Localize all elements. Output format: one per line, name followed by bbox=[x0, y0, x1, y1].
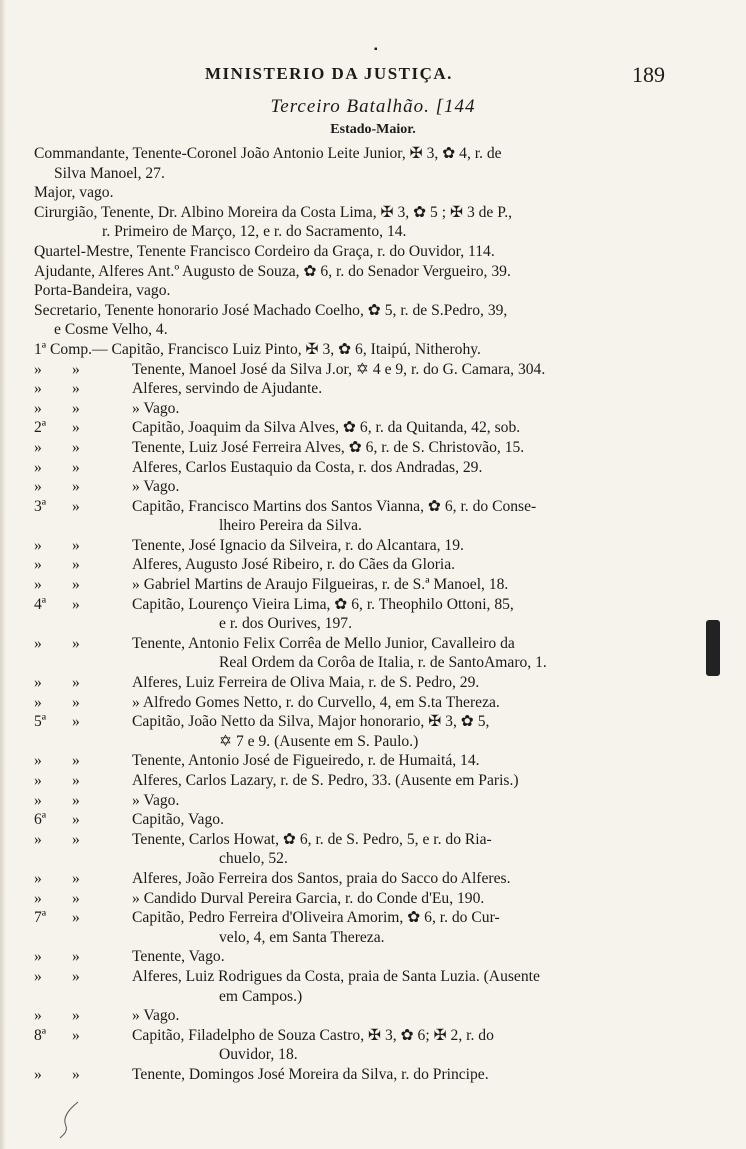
officer-entry: Tenente, Vago. bbox=[132, 948, 225, 966]
ditto-mark: » bbox=[72, 438, 80, 456]
ditto-mark: » bbox=[72, 869, 80, 887]
company-number: » bbox=[34, 380, 42, 398]
continuation-row bbox=[34, 614, 710, 634]
battalion-subtitle: Terceiro Batalhão. [144 bbox=[270, 96, 476, 117]
ditto-mark: » bbox=[72, 693, 80, 711]
ditto-mark: » bbox=[72, 772, 80, 789]
company-line: 1ª Comp.— Capitão, Francisco Luiz Pinto, ✠ 3, ✿ 6, Itaipú, Nitherohy. bbox=[34, 340, 481, 358]
company-row bbox=[34, 947, 710, 967]
officer-entry: Tenente, Antonio José de Figueiredo, r. de Humaitá, 14. bbox=[132, 752, 480, 770]
company-number: 3ª bbox=[34, 497, 47, 515]
officer-entry: Alferes, Carlos Eustaquio da Costa, r. dos Andradas, 29. bbox=[132, 458, 483, 476]
header-title: MINISTERIO DA JUSTIÇA. bbox=[205, 64, 453, 83]
entry-continuation: em Campos.) bbox=[219, 987, 303, 1005]
company-row bbox=[34, 497, 710, 517]
company-number: » bbox=[34, 438, 42, 456]
entry-continuation: Real Ordem da Corôa de Italia, r. de SantoAmaro, 1. bbox=[219, 654, 547, 672]
company-number: » bbox=[34, 556, 42, 574]
company-number: » bbox=[34, 674, 42, 692]
company-row bbox=[34, 673, 710, 693]
company-number: » bbox=[34, 830, 42, 848]
continuation-row bbox=[34, 987, 710, 1007]
continuation-row bbox=[34, 1045, 710, 1065]
roster-line: Ajudante, Alferes Ant.º Augusto de Souza, ✿ 6, r. do Senador Vergueiro, 39. bbox=[34, 262, 511, 280]
ditto-mark: » bbox=[72, 399, 80, 417]
company-row bbox=[34, 418, 710, 438]
ditto-mark: » bbox=[72, 752, 80, 770]
continuation-row bbox=[34, 653, 710, 673]
company-row bbox=[34, 1006, 710, 1026]
company-number: 6ª bbox=[34, 811, 47, 829]
company-row bbox=[34, 575, 710, 595]
company-row bbox=[34, 830, 710, 850]
roster-line: Cirurgião, Tenente, Dr. Albino Moreira da Costa Lima, ✠ 3, ✿ 5 ; ✠ 3 de P., bbox=[34, 203, 512, 221]
company-row bbox=[34, 458, 710, 478]
company-row bbox=[34, 889, 710, 909]
company-number: 5ª bbox=[34, 713, 47, 731]
ditto-mark: » bbox=[72, 497, 80, 515]
company-row bbox=[34, 1065, 710, 1085]
company-number: » bbox=[34, 360, 42, 378]
officer-entry: » Gabriel Martins de Araujo Filgueiras, r. de S.ª Manoel, 18. bbox=[132, 576, 509, 594]
officer-entry: » Alfredo Gomes Netto, r. do Curvello, 4, em S.ta Thereza. bbox=[132, 693, 500, 711]
company-row bbox=[34, 340, 710, 360]
ditto-mark: » bbox=[72, 634, 80, 652]
entry-continuation: velo, 4, em Santa Thereza. bbox=[219, 928, 385, 946]
officer-entry: Tenente, Antonio Felix Corrêa de Mello Junior, Cavalleiro da bbox=[132, 634, 515, 652]
margin-ink-mark bbox=[706, 620, 720, 676]
ditto-mark: » bbox=[72, 360, 80, 378]
company-number: » bbox=[34, 948, 42, 966]
company-row bbox=[34, 360, 710, 380]
continuation-row bbox=[34, 516, 710, 536]
company-number: » bbox=[34, 967, 42, 985]
officer-entry: Capitão, Pedro Ferreira d'Oliveira Amorim, ✿ 6, r. do Cur- bbox=[132, 909, 500, 927]
ditto-mark: » bbox=[72, 536, 80, 554]
company-row bbox=[34, 693, 710, 713]
roster-body bbox=[34, 144, 710, 1085]
officer-entry: » Vago. bbox=[132, 399, 180, 417]
ditto-mark: » bbox=[72, 380, 80, 398]
officer-entry: Alferes, servindo de Ajudante. bbox=[132, 380, 323, 398]
officer-entry: » Candido Durval Pereira Garcia, r. do Conde d'Eu, 190. bbox=[132, 889, 485, 907]
ditto-mark: » bbox=[72, 1026, 80, 1044]
company-number: 7ª bbox=[34, 909, 47, 927]
company-number: 2ª bbox=[34, 419, 47, 437]
ditto-mark: » bbox=[72, 478, 80, 496]
officer-entry: Tenente, José Ignacio da Silveira, r. do Alcantara, 19. bbox=[132, 536, 464, 554]
ditto-mark: » bbox=[72, 556, 80, 574]
company-row bbox=[34, 908, 710, 928]
company-row bbox=[34, 967, 710, 987]
officer-entry: Capitão, Joaquim da Silva Alves, ✿ 6, r. da Quitanda, 42, sob. bbox=[132, 419, 521, 437]
company-row bbox=[34, 634, 710, 654]
ditto-mark: » bbox=[72, 419, 80, 437]
officer-entry: Alferes, Augusto José Ribeiro, r. do Cães da Gloria. bbox=[132, 556, 456, 574]
ditto-mark: » bbox=[72, 948, 80, 966]
company-row bbox=[34, 1026, 710, 1046]
entry-continuation: Ouvidor, 18. bbox=[219, 1046, 298, 1064]
company-row bbox=[34, 791, 710, 811]
company-list bbox=[34, 340, 710, 1085]
ditto-mark: » bbox=[72, 830, 80, 848]
company-row bbox=[34, 751, 710, 771]
company-number: » bbox=[34, 791, 42, 809]
ditto-mark: » bbox=[72, 909, 80, 927]
officer-entry: » Vago. bbox=[132, 1007, 180, 1025]
pencil-mark bbox=[58, 1100, 82, 1140]
officer-entry: Capitão, Francisco Martins dos Santos Vianna, ✿ 6, r. do Conse- bbox=[132, 497, 537, 515]
company-row bbox=[34, 595, 710, 615]
officer-entry: Alferes, Luiz Ferreira de Oliva Maia, r. de S. Pedro, 29. bbox=[132, 674, 480, 692]
company-row bbox=[34, 477, 710, 497]
company-number: » bbox=[34, 693, 42, 711]
company-number: 4ª bbox=[34, 595, 47, 613]
company-row bbox=[34, 438, 710, 458]
entry-continuation: ✡ 7 e 9. (Ausente em S. Paulo.) bbox=[219, 732, 419, 750]
company-number: » bbox=[34, 889, 42, 907]
roster-line: Porta-Bandeira, vago. bbox=[34, 282, 171, 300]
officer-entry: Capitão, João Netto da Silva, Major honorario, ✠ 3, ✿ 5, bbox=[132, 713, 490, 731]
company-row bbox=[34, 771, 710, 791]
page-number: 189 bbox=[632, 62, 665, 87]
company-row bbox=[34, 555, 710, 575]
company-number: » bbox=[34, 458, 42, 476]
roster-line: r. Primeiro de Março, 12, e r. do Sacramento, 14. bbox=[102, 223, 407, 241]
ditto-mark: » bbox=[72, 713, 80, 731]
continuation-row bbox=[34, 928, 710, 948]
company-number: » bbox=[34, 1065, 42, 1083]
company-number: » bbox=[34, 772, 42, 789]
company-number: » bbox=[34, 536, 42, 554]
ditto-mark: » bbox=[72, 458, 80, 476]
officer-entry: » Vago. bbox=[132, 478, 180, 496]
roster-line: Silva Manoel, 27. bbox=[54, 164, 165, 182]
officer-entry: Tenente, Manoel José da Silva J.or, ✡ 4 e 9, r. do G. Camara, 304. bbox=[132, 360, 546, 378]
officer-entry: Capitão, Vago. bbox=[132, 811, 224, 829]
officer-entry: Capitão, Filadelpho de Souza Castro, ✠ 3, ✿ 6; ✠ 2, r. do bbox=[132, 1026, 494, 1044]
company-number: » bbox=[34, 399, 42, 417]
company-number: » bbox=[34, 576, 42, 594]
entry-continuation: chuelo, 52. bbox=[219, 850, 288, 868]
ditto-mark: » bbox=[72, 967, 80, 985]
officer-entry: Tenente, Domingos José Moreira da Silva, r. do Principe. bbox=[132, 1065, 489, 1083]
company-row bbox=[34, 379, 710, 399]
entry-continuation: e r. dos Ourives, 197. bbox=[219, 615, 352, 633]
ditto-mark: » bbox=[72, 1065, 80, 1083]
company-row bbox=[34, 712, 710, 732]
section-heading: Estado-Maior. bbox=[330, 122, 416, 137]
ink-dot: ▪ bbox=[374, 44, 378, 55]
roster-line: e Cosme Velho, 4. bbox=[54, 321, 168, 339]
roster-line: Commandante, Tenente-Coronel João Antonio Leite Junior, ✠ 3, ✿ 4, r. de bbox=[34, 145, 502, 162]
continuation-row bbox=[34, 849, 710, 869]
roster-line: Major, vago. bbox=[34, 184, 114, 202]
company-number: » bbox=[34, 478, 42, 496]
company-number: » bbox=[34, 869, 42, 887]
company-row bbox=[34, 869, 710, 889]
ditto-mark: » bbox=[72, 791, 80, 809]
company-number: » bbox=[34, 634, 42, 652]
roster-line: Quartel-Mestre, Tenente Francisco Cordeiro da Graça, r. do Ouvidor, 114. bbox=[34, 242, 495, 260]
ditto-mark: » bbox=[72, 576, 80, 594]
ditto-mark: » bbox=[72, 674, 80, 692]
running-header bbox=[0, 64, 746, 94]
ditto-mark: » bbox=[72, 811, 80, 829]
company-number: 8ª bbox=[34, 1026, 47, 1044]
officer-entry: Alferes, Luiz Rodrigues da Costa, praia de Santa Luzia. (Ausente bbox=[132, 967, 540, 985]
page-edge-shadow bbox=[0, 0, 6, 1149]
officer-entry: » Vago. bbox=[132, 791, 180, 809]
entry-continuation: lheiro Pereira da Silva. bbox=[219, 517, 362, 535]
company-number: » bbox=[34, 1007, 42, 1025]
company-row bbox=[34, 399, 710, 419]
ditto-mark: » bbox=[72, 1007, 80, 1025]
officer-entry: Tenente, Carlos Howat, ✿ 6, r. de S. Pedro, 5, e r. do Ria- bbox=[132, 830, 492, 848]
officer-entry: Tenente, Luiz José Ferreira Alves, ✿ 6, r. de S. Christovão, 15. bbox=[132, 438, 525, 456]
company-row bbox=[34, 810, 710, 830]
officer-entry: Alferes, Carlos Lazary, r. de S. Pedro, 33. (Ausente em Paris.) bbox=[132, 772, 519, 789]
officer-entry: Alferes, João Ferreira dos Santos, praia do Sacco do Alferes. bbox=[132, 869, 511, 887]
company-row bbox=[34, 536, 710, 556]
roster-line: Secretario, Tenente honorario José Machado Coelho, ✿ 5, r. de S.Pedro, 39, bbox=[34, 301, 508, 319]
ditto-mark: » bbox=[72, 889, 80, 907]
continuation-row bbox=[34, 732, 710, 752]
officer-entry: Capitão, Lourenço Vieira Lima, ✿ 6, r. Theophilo Ottoni, 85, bbox=[132, 595, 514, 613]
ditto-mark: » bbox=[72, 595, 80, 613]
company-number: » bbox=[34, 752, 42, 770]
